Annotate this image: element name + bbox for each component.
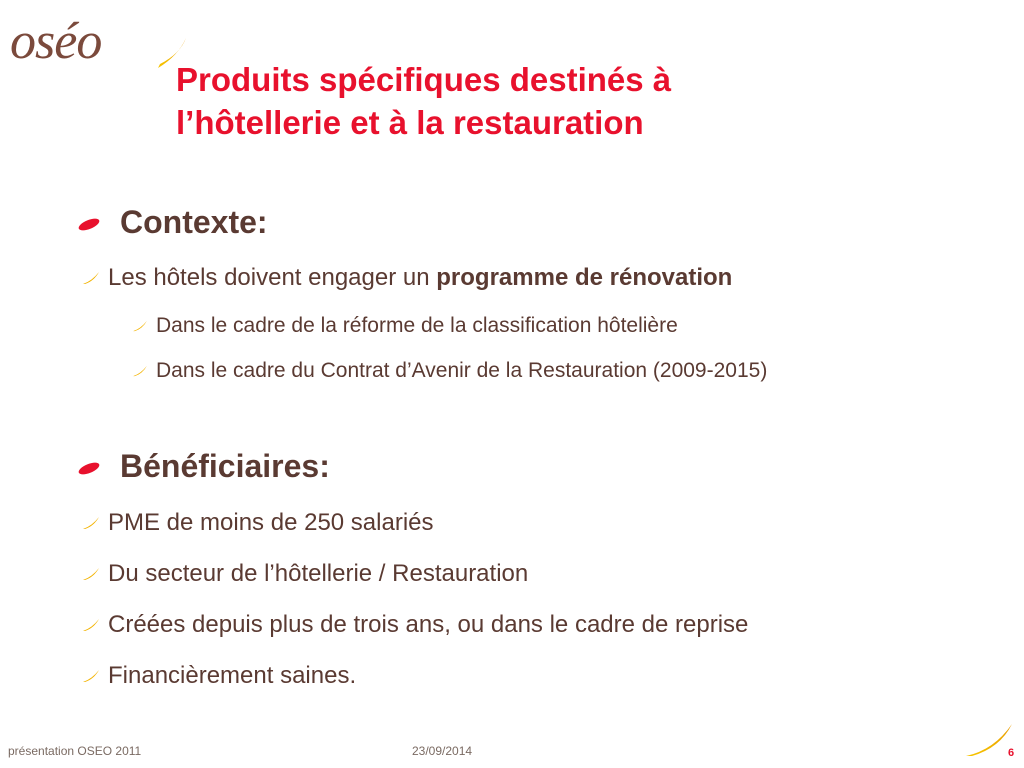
title-line-2: l’hôtellerie et à la restauration xyxy=(176,104,644,141)
red-bullet-icon xyxy=(77,460,101,477)
yellow-swoosh-bullet-icon xyxy=(132,365,148,377)
section-heading-contexte xyxy=(78,202,268,242)
list-item xyxy=(82,610,748,640)
emphasis-text: programme de rénovation xyxy=(436,264,733,291)
sub-list-item-text: Dans le cadre du Contrat d’Avenir de la Restauration (2009-2015) xyxy=(156,359,768,382)
list-item-text: Financièrement saines. xyxy=(108,662,357,689)
title-line-1: Produits spécifiques destinés à xyxy=(176,61,672,98)
list-item-text: Créées depuis plus de trois ans, ou dans le cadre de reprise xyxy=(108,611,749,638)
sub-list-item xyxy=(132,356,767,386)
sub-list-item-text: Dans le cadre de la réforme de la classification hôtelière xyxy=(156,314,678,337)
list-item xyxy=(82,263,732,293)
yellow-swoosh-bullet-icon xyxy=(82,567,100,581)
yellow-swoosh-bullet-icon xyxy=(82,669,100,683)
sub-list-item xyxy=(132,311,678,341)
yellow-swoosh-bullet-icon xyxy=(132,320,148,332)
yellow-swoosh-bullet-icon xyxy=(82,271,100,285)
list-item-text: Les hôtels doivent engager un programme de rénovation xyxy=(108,264,733,291)
oseo-logo xyxy=(10,6,190,72)
list-item xyxy=(82,559,528,589)
list-item-text: PME de moins de 250 salariés xyxy=(108,509,434,536)
list-item xyxy=(82,661,356,691)
contexte-heading-label: Contexte: xyxy=(120,204,268,240)
page-number: 6 xyxy=(1008,747,1015,759)
yellow-swoosh-bullet-icon xyxy=(82,516,100,530)
footer-date: 23/09/2014 xyxy=(412,744,473,758)
beneficiaires-heading-label: Bénéficiaires: xyxy=(120,448,330,484)
list-item xyxy=(82,508,434,538)
list-item-text: Du secteur de l’hôtellerie / Restauration xyxy=(108,560,529,587)
logo-text: oséo xyxy=(10,13,102,70)
section-heading-beneficiaires xyxy=(78,446,330,486)
red-bullet-icon xyxy=(77,216,101,233)
slide-title xyxy=(176,58,936,144)
footer-presentation-label: présentation OSEO 2011 xyxy=(8,744,142,758)
corner-swoosh-icon xyxy=(964,722,1014,758)
yellow-swoosh-bullet-icon xyxy=(82,618,100,632)
